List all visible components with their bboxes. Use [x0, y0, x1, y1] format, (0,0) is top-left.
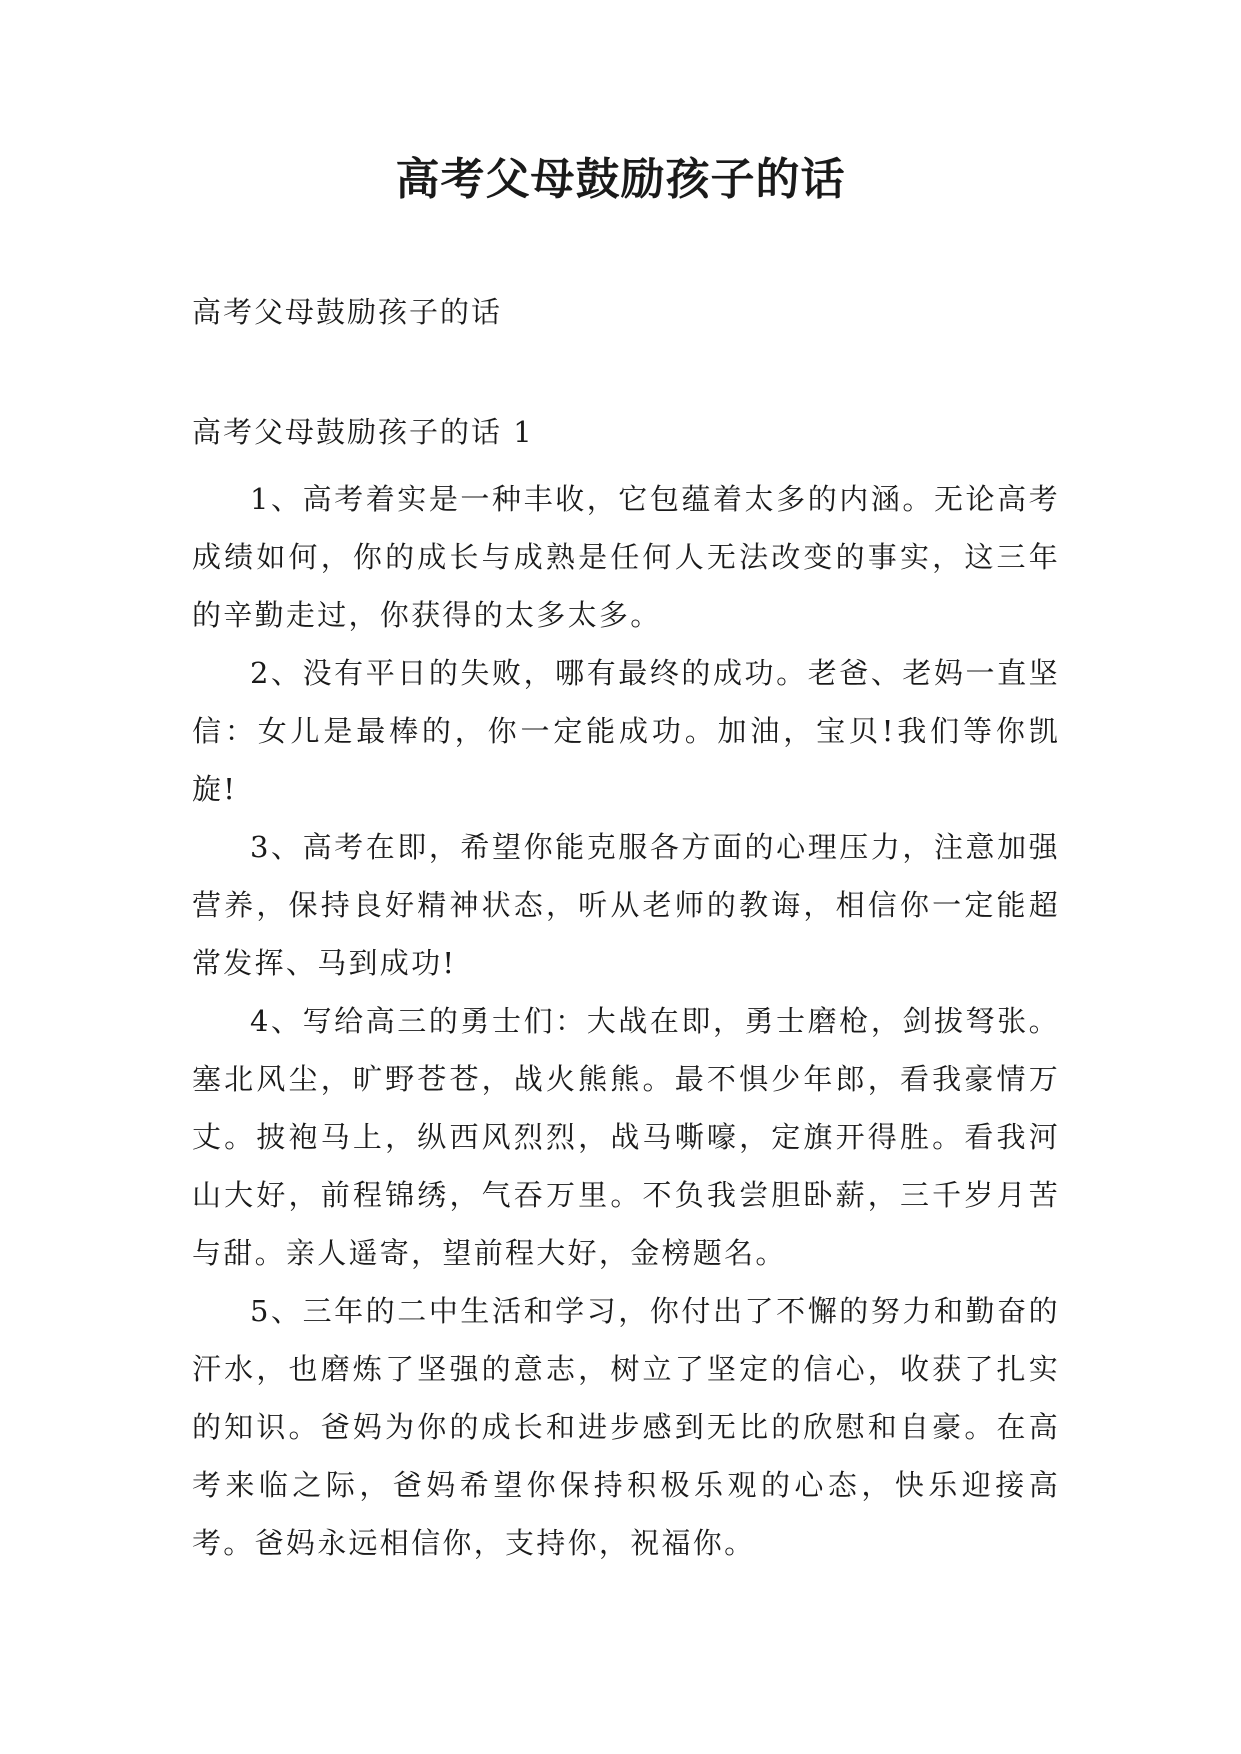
paragraph-5: 5、三年的二中生活和学习，你付出了不懈的努力和勤奋的汗水，也磨炼了坚强的意志，树立了坚定的信心，收获了扎实的知识。爸妈为你的成长和进步感到无比的欣慰和自豪。在高考来临之际，爸妈希望你保持积极乐观的心态，快乐迎接高考。爸妈永远相信你，支持你，祝福你。: [192, 1294, 1060, 1560]
document-body: [192, 470, 1060, 1572]
document-title: 高考父母鼓励孩子的话: [395, 154, 846, 205]
document-subtitle: 高考父母鼓励孩子的话: [192, 295, 503, 329]
paragraph-2: 2、没有平日的失败，哪有最终的成功。老爸、老妈一直坚信：女儿是最棒的，你一定能成功。加油，宝贝!我们等你凯旋!: [192, 656, 1060, 806]
section-heading: 高考父母鼓励孩子的话 1: [192, 415, 534, 449]
paragraph-1: 1、高考着实是一种丰收，它包蕴着太多的内涵。无论高考成绩如何，你的成长与成熟是任何人无法改变的事实，这三年的辛勤走过，你获得的太多太多。: [192, 482, 1060, 632]
paragraph-4: 4、写给高三的勇士们：大战在即，勇士磨枪，剑拔弩张。塞北风尘，旷野苍苍，战火熊熊。最不惧少年郎，看我豪情万丈。披袍马上，纵西风烈烈，战马嘶嚎，定旗开得胜。看我河山大好，前程锦绣，气吞万里。不负我尝胆卧薪，三千岁月苦与甜。亲人遥寄，望前程大好，金榜题名。: [192, 1004, 1060, 1270]
paragraph-3: 3、高考在即，希望你能克服各方面的心理压力，注意加强营养，保持良好精神状态，听从老师的教诲，相信你一定能超常发挥、马到成功!: [192, 830, 1060, 980]
